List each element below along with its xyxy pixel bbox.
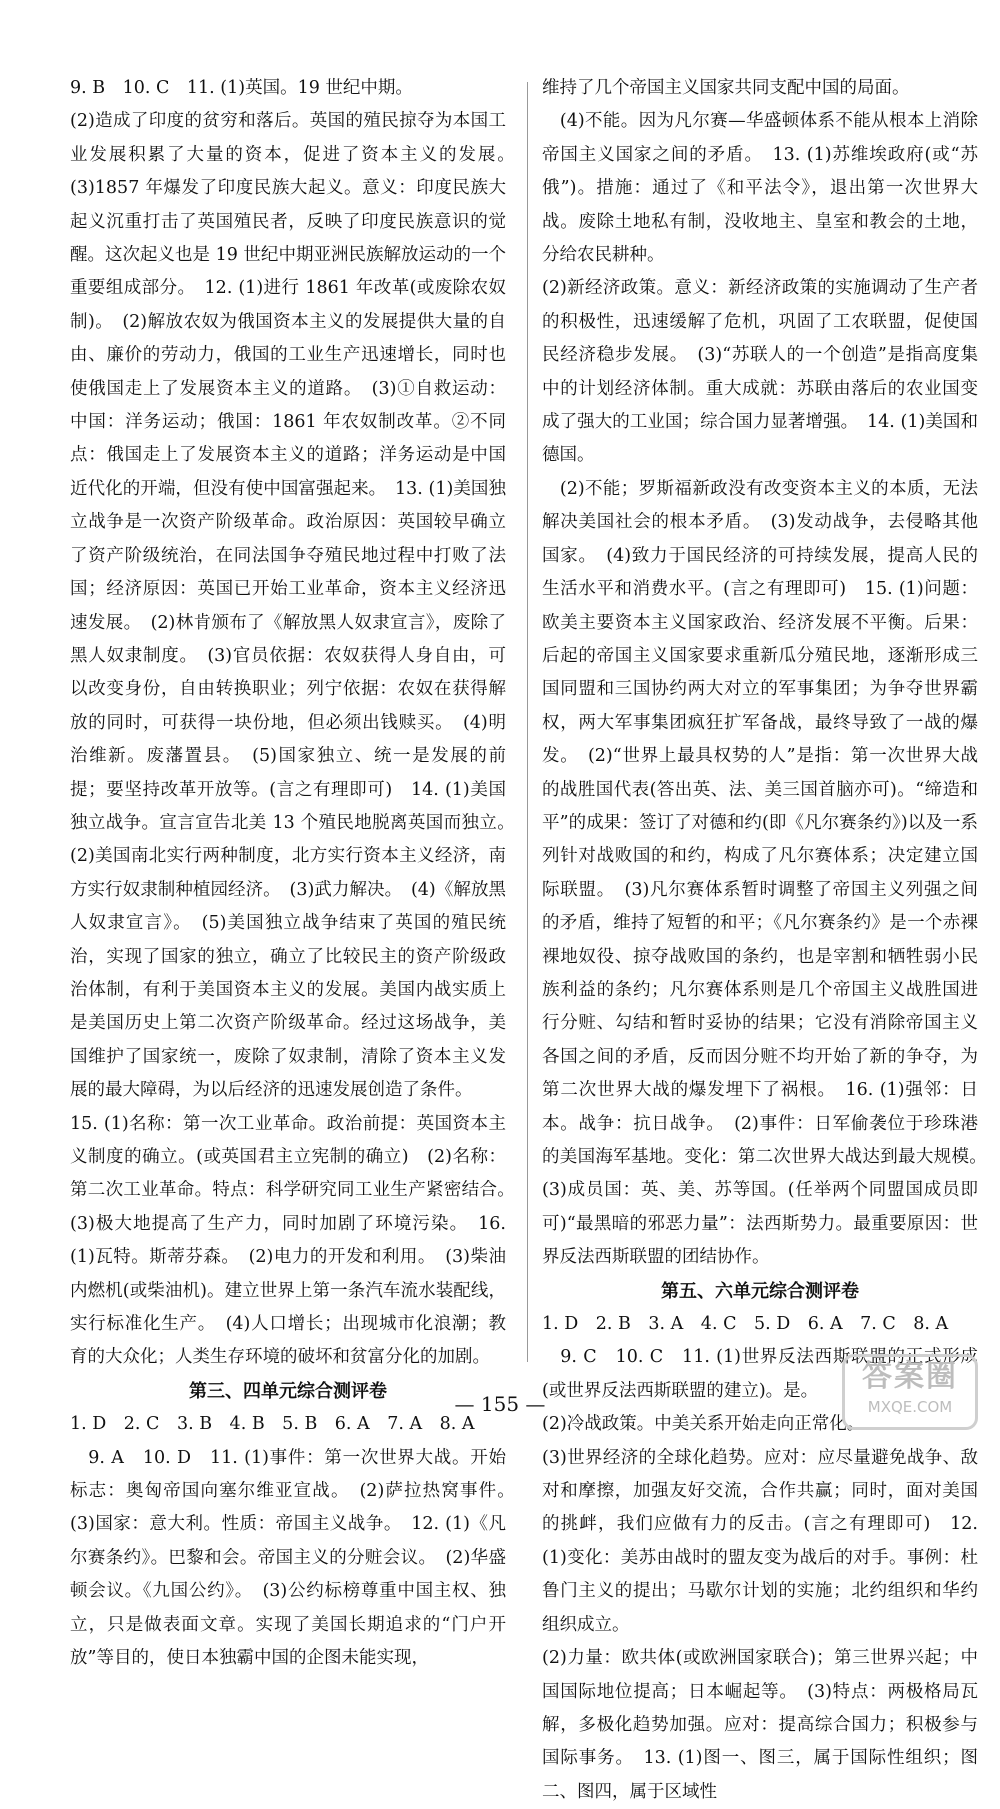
answer-paragraph: (2)冷战政策。中美关系开始走向正常化。 xyxy=(542,1414,865,1435)
section-heading: 第五、六单元综合测评卷 xyxy=(661,1280,859,1302)
choice-answers: 1. D 2. C 3. B 4. B 5. B 6. A 7. A 8. A xyxy=(70,1414,475,1435)
page-number: — 155 — xyxy=(454,1392,546,1416)
choice-answers: 1. D 2. B 3. A 4. C 5. D 6. A 7. C 8. A xyxy=(542,1314,949,1335)
watermark-main: 答案圈 xyxy=(862,1359,958,1394)
answer-paragraph: (4)不能。因为凡尔赛—华盛顿体系不能从根本上消除帝国主义国家之间的矛盾。 13. (1)苏维埃政府(或“苏俄”)。措施：通过了《和平法令》，退出第一次世界大战。废除土地私有制，没收地主、皇室和教会的土地，分给农民耕种。 xyxy=(542,111,978,266)
left-column xyxy=(70,72,524,1676)
section-heading: 第三、四单元综合测评卷 xyxy=(189,1380,387,1402)
answer-paragraph: 15. (1)名称：第一次工业革命。政治前提：英国资本主义制度的确立。(或英国君主立宪制的确立) (2)名称：第二次工业革命。特点：科学研究同工业生产紧密结合。 (3)极大地提高了生产力，同时加剧了环境污染。 16. (1)瓦特。斯蒂芬森。 (2)电力的开发和利用。 (3)柴油内燃机(或柴油机)。建立世界上第一条汽车流水装配线，实行标准化生产。 (4)人口增长；出现城市化浪潮；教育的大众化；人类生存环境的破坏和贫富分化的加剧。 xyxy=(70,1113,524,1368)
answer-paragraph: 维持了几个帝国主义国家共同支配中国的局面。 xyxy=(542,78,910,98)
answer-paragraph: (2)造成了印度的贫穷和落后。英国的殖民掠夺为本国工业发展积累了大量的资本，促进了资本主义的发展。 (3)1857 年爆发了印度民族大起义。意义：印度民族大起义沉重打击了英国殖民者，反映了印度民族意识的觉醒。这次起义也是 19 世纪中期亚洲民族解放运动的一个重要组成部分。 12. (1)进行 1861 年改革(或废除农奴制)。 (2)解放农奴为俄国资本主义的发展提供大量的自由、廉价的劳动力，俄国的工业生产迅速增长，同时也使俄国走上了发展资本主义的道路。 (3)①自救运动：中国：洋务运动；俄国：1861 年农奴制改革。②不同点：俄国走上了发展资本主义的道路；洋务运动是中国近代化的开端，但没有使中国富强起来。 13. (1)美国独立战争是一次资产阶级革命。政治原因：英国较早确立了资产阶级统治，在同法国争夺殖民地过程中打败了法国；经济原因：英国已开始工业革命，资本主义经济迅速发展。 (2)林肯颁布了《解放黑人奴隶宣言》，废除了黑人奴隶制度。 (3)官员依据：农奴获得人身自由，可以改变身份，自由转换职业；列宁依据：农奴在获得解放的同时，可获得一块份地，但必须出钱赎买。 (4)明治维新。废藩置县。 (5)国家独立、统一是发展的前提；要坚持改革开放等。(言之有理即可) 14. (1)美国独立战争。宣言宣告北美 13 个殖民地脱离英国而独立。 (2)美国南北实行两种制度，北方实行资本主义经济，南方实行奴隶制种植园经济。 (3)武力解决。 (4)《解放黑人奴隶宣言》。 (5)美国独立战争结束了英国的殖民统治，实现了国家的独立，确立了比较民主的资产阶级政治体制，有利于美国资本主义的发展。美国内战实质上是美国历史上第二次资产阶级革命。经过这场战争，美国维护了国家统一，废除了奴隶制，清除了资本主义发展的最大障碍，为以后经济的迅速发展创造了条件。 xyxy=(70,111,524,1101)
answer-paragraph: 9. B 10. C 11. (1)英国。19 世纪中期。 xyxy=(70,78,413,98)
answer-paragraph: (2)新经济政策。意义：新经济政策的实施调动了生产者的积极性，迅速缓解了危机，巩固了工农联盟，促使国民经济稳步发展。 (3)“苏联人的一个创造”是指高度集中的计划经济体制。重大成就：苏联由落后的农业国变成了强大的工业国；综合国力显著增强。 14. (1)美国和德国。 xyxy=(542,278,978,466)
answer-paragraph: 9. C 10. C 11. (1)世界反法西斯联盟的正式形成(或世界反法西斯联盟的建立)。是。 xyxy=(542,1347,978,1401)
answer-paragraph: (3)世界经济的全球化趋势。应对：应尽量避免战争、敌对和摩擦，加强友好交流，合作共赢；同时，面对美国的挑衅，我们应做有力的反击。(言之有理即可) 12. (1)变化：美苏由战时的盟友变为战后的对手。事例：杜鲁门主义的提出；马歇尔计划的实施；北约组织和华约组织成立。 xyxy=(542,1447,978,1635)
watermark-sub: MXQE.COM xyxy=(867,1398,953,1416)
column-divider xyxy=(527,82,528,1362)
answer-paragraph: (2)力量：欧共体(或欧洲国家联合)；第三世界兴起；中国国际地位提高；日本崛起等。 (3)特点：两极格局瓦解，多极化趋势加强。应对：提高综合国力；积极参与国际事务。 13. (1)图一、图三，属于国际性组织；图二、图四，属于区域性 xyxy=(542,1648,978,1802)
answer-paragraph: (2)不能；罗斯福新政没有改变资本主义的本质，无法解决美国社会的根本矛盾。 (3)发动战争，去侵略其他国家。 (4)致力于国民经济的可持续发展，提高人民的生活水平和消费水平。(言之有理即可) 15. (1)问题：欧美主要资本主义国家政治、经济发展不平衡。后果：后起的帝国主义国家要求重新瓜分殖民地，逐渐形成三国同盟和三国协约两大对立的军事集团；为争夺世界霸权，两大军事集团疯狂扩军备战，最终导致了一战的爆发。 (2)“世界上最具权势的人”是指：第一次世界大战的战胜国代表(答出英、法、美三国首脑亦可)。“缔造和平”的成果：签订了对德和约(即《凡尔赛条约》)以及一系列针对战败国的和约，构成了凡尔赛体系；决定建立国际联盟。 (3)凡尔赛体系暂时调整了帝国主义列强之间的矛盾，维持了短暂的和平；《凡尔赛条约》是一个赤裸裸地奴役、掠夺战败国的条约，也是宰割和牺牲弱小民族利益的条约；凡尔赛体系则是几个帝国主义战胜国进行分赃、勾结和暂时妥协的结果；它没有消除帝国主义各国之间的矛盾，反而因分赃不均开始了新的争夺，为第二次世界大战的爆发埋下了祸根。 16. (1)强邻：日本。战争：抗日战争。 (2)事件：日军偷袭位于珍珠港的美国海军基地。变化：第二次世界大战达到最大规模。 (3)成员国：英、美、苏等国。(任举两个同盟国成员即可)“最黑暗的邪恶力量”：法西斯势力。最重要原因：世界反法西斯联盟的团结协作。 xyxy=(542,478,996,1268)
right-column xyxy=(542,72,996,1809)
answer-paragraph: 9. A 10. D 11. (1)事件：第一次世界大战。开始标志：奥匈帝国向塞尔维亚宣战。 (2)萨拉热窝事件。 (3)国家：意大利。性质：帝国主义战争。 12. (1)《凡尔赛条约》。巴黎和会。帝国主义的分赃会议。 (2)华盛顿会议。《九国公约》。 (3)公约标榜尊重中国主权、独立，只是做表面文章。实现了美国长期追求的“门户开放”等目的，使日本独霸中国的企图未能实现， xyxy=(70,1447,524,1669)
watermark-logo xyxy=(842,1354,978,1430)
